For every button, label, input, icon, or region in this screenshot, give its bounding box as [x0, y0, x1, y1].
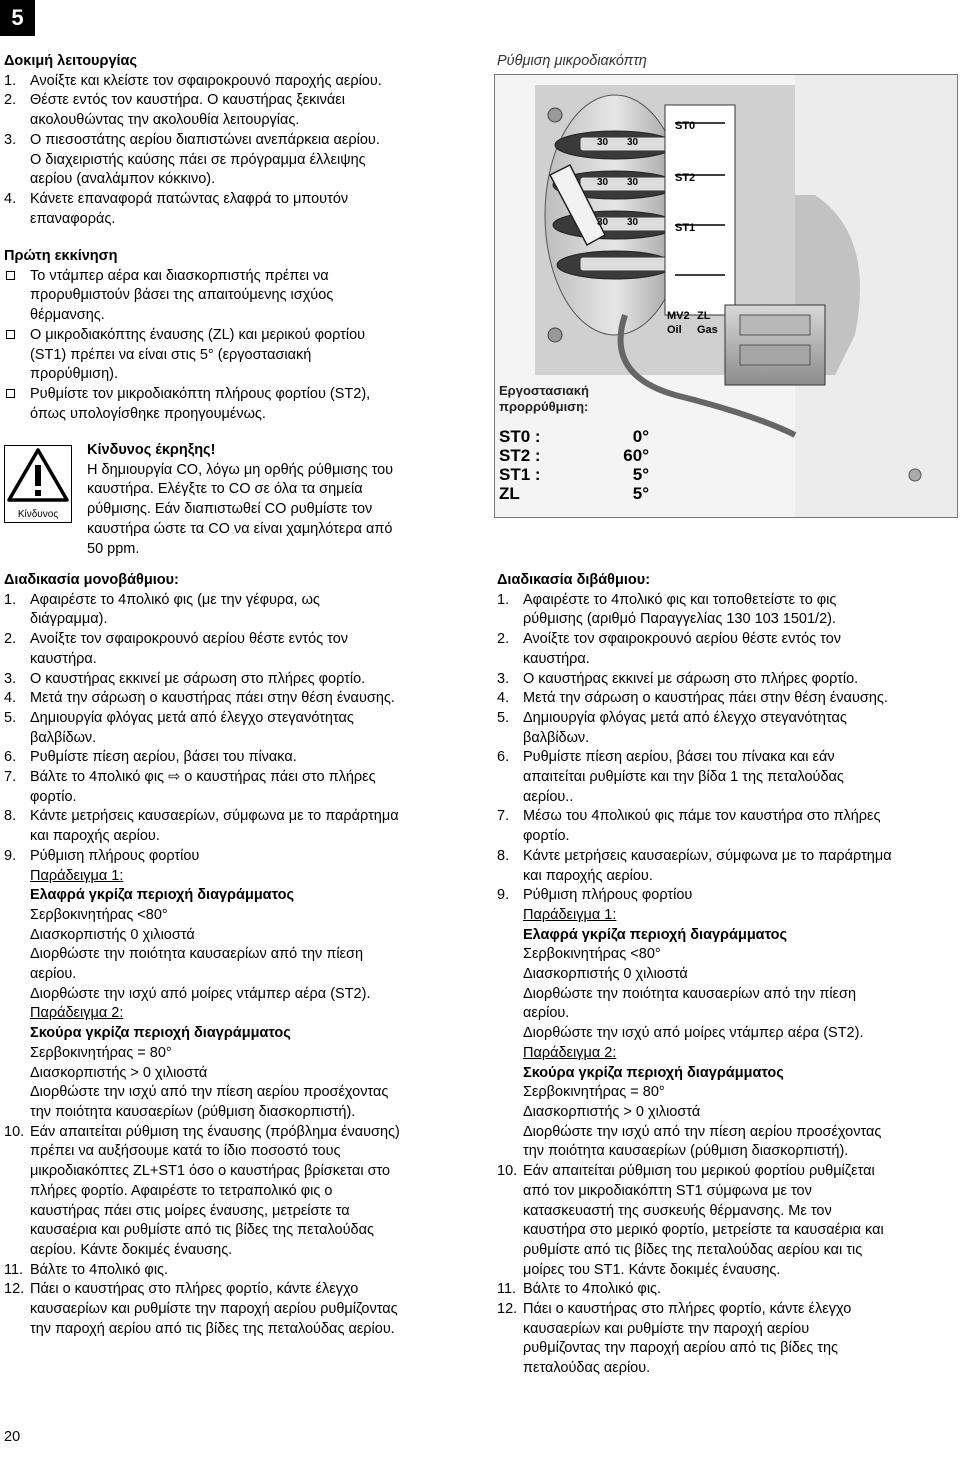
factory-row [499, 427, 649, 446]
switch-label: MV2 [667, 310, 690, 322]
list-item-text: μικροδιακόπτες ZL+ST1 όσο ο καυστήρας βρίσκεται στο [30, 1163, 391, 1180]
list-item-text: μοίρες του ST1. Κάντε δοκιμές έναυσης. [523, 1261, 781, 1278]
list-item-text: Δημιουργία φλόγας μετά από έλεγχο στεγανότητας [523, 709, 847, 726]
list-item-number: 2. [4, 92, 17, 109]
example-title: Σκούρα γκρίζα περιοχή διαγράμματος [523, 1064, 784, 1081]
list-item-line [4, 190, 474, 210]
list-item-line [4, 170, 474, 190]
list-item-number: 2. [497, 631, 510, 648]
list-item-text: βαλβίδων. [30, 729, 97, 746]
list-item-text: και παροχής αερίου. [30, 828, 160, 845]
list-item-number: 9. [4, 847, 17, 864]
first-start-bullet [4, 385, 474, 424]
trial-list [4, 72, 474, 230]
list-item-line [497, 729, 959, 749]
factory-title-2: προρρύθμιση: [499, 399, 589, 414]
list-item-line [497, 1202, 959, 1222]
list-item-number: 1. [497, 591, 510, 608]
list-item-line [4, 91, 474, 111]
warning-text [87, 441, 467, 559]
list-item-line [497, 886, 959, 906]
list-item-line [4, 1241, 474, 1261]
example-title: Ελαφρά γκρίζα περιοχή διαγράμματος [30, 887, 295, 904]
warning-label: Κίνδυνος [17, 509, 59, 520]
checkbox-bullet-icon [6, 271, 15, 280]
bullet-line: Ρυθμίστε τον μικροδιακόπτη πλήρους φορτίου (ST2), [30, 385, 371, 402]
list-item-line [497, 847, 959, 867]
list-item-text: Βάλτε το 4πολικό φις. [30, 1261, 169, 1278]
factory-row-name: ST0 : [499, 427, 541, 446]
list-item-number: 10. [497, 1163, 518, 1180]
factory-rows [499, 427, 649, 503]
list-item-line [4, 72, 474, 92]
list-item-line [497, 610, 959, 630]
checkbox-bullet-icon [6, 330, 15, 339]
example-line: Διορθώστε την ποιότητα καυσαερίων από την πίεση [30, 946, 364, 963]
list-item-number: 1. [4, 72, 17, 89]
list-item-text: φορτίο. [30, 788, 77, 805]
first-start-bullet [4, 267, 474, 326]
list-item-line [497, 1359, 959, 1379]
list-item-text: Ανοίξτε τον σφαιροκρουνό αερίου θέστε εντός τον [30, 631, 349, 648]
list-item-text: καυσαέρια και ρυθμίστε από τις βίδες της πεταλούδας [30, 1222, 374, 1239]
list-item-number: 7. [497, 808, 510, 825]
list-item-text: διάγραμμα). [30, 611, 108, 628]
list-item-text: Ο καυστήρας εκκινεί με σάρωση στο πλήρες φορτίο. [523, 670, 859, 687]
warning-title: Κίνδυνος έκρηξης! [87, 442, 216, 458]
factory-row-value: 0° [632, 427, 649, 446]
list-item-line [4, 748, 474, 768]
photo-caption: Ρύθμιση μικροδιακόπτη [497, 53, 647, 69]
list-item-line [4, 131, 474, 151]
list-item-text: φορτίο. [523, 828, 570, 845]
list-item-line [4, 670, 474, 690]
dial-mark: 30 [597, 217, 609, 228]
example-line: την ποιότητα καυσαερίων (ρύθμιση διασκορπιστή). [30, 1103, 356, 1120]
example-line: Διασκορπιστής 0 χιλιοστά [30, 926, 195, 943]
example-line: την ποιότητα καυσαερίων (ρύθμιση διασκορπιστή). [523, 1143, 849, 1160]
list-item-text: καυστήρα στο μερικό φορτίο, μετρείστε τα καυσαέρια και [523, 1222, 884, 1239]
list-item-line [497, 630, 959, 650]
list-item-line [497, 1182, 959, 1202]
dial-mark: 30 [627, 137, 639, 148]
example-line: αερίου. [523, 1005, 570, 1022]
example-line: Διορθώστε την ισχύ από μοίρες ντάμπερ αέρα (ST2). [30, 985, 371, 1002]
burner-photo [494, 74, 958, 518]
list-item-text: καυστήρα. [523, 650, 590, 667]
bullet-line: προρύθμιση). [30, 366, 119, 383]
list-item-text: καυσαερίων και ρυθμίστε την παροχή αερίου [523, 1320, 810, 1337]
list-item-text: πεταλούδας αερίου. [523, 1360, 651, 1377]
dial-mark: 30 [597, 177, 609, 188]
list-item-number: 7. [4, 769, 17, 786]
factory-settings [499, 383, 649, 513]
list-item-text: Κάντε μετρήσεις καυσαερίων, σύμφωνα με το παράρτημα [523, 847, 892, 864]
example-label: Παράδειγμα 2: [523, 1044, 617, 1061]
list-item-number: 1. [4, 591, 17, 608]
example-block [497, 1044, 959, 1162]
first-start-section [4, 247, 474, 424]
list-item-number: 8. [497, 847, 510, 864]
list-item-text: επαναφοράς. [30, 210, 116, 227]
list-item-text: Ρύθμιση πλήρους φορτίου [30, 847, 200, 864]
list-item-line [4, 689, 474, 709]
list-item-line [4, 847, 474, 867]
list-item-text: Μετά την σάρωση ο καυστήρας πάει στην θέση έναυσης. [523, 690, 888, 707]
list-item-number: 5. [497, 709, 510, 726]
list-item-text: απαιτείται ρυθμίστε και την βίδα 1 της πεταλούδας [523, 769, 844, 786]
list-item-text: Μέσω του 4πολικού φις πάμε τον καυστήρα στο πλήρες [523, 808, 881, 825]
list-item-number: 12. [4, 1281, 25, 1298]
example-block [4, 1004, 474, 1122]
list-item-line [497, 748, 959, 768]
two-stage-section [497, 571, 959, 1379]
factory-row [499, 465, 649, 484]
list-item-line [497, 788, 959, 808]
chapter-tab: 5 [0, 0, 35, 36]
two-stage-heading: Διαδικασία διβάθμιου: [497, 572, 651, 588]
trial-section [4, 52, 474, 229]
trial-heading: Δοκιμή λειτουργίας [4, 53, 138, 69]
example-line: Σερβοκινητήρας = 80° [30, 1044, 172, 1061]
list-item-number: 10. [4, 1123, 25, 1140]
warning-lines [87, 461, 467, 560]
list-item-number: 4. [497, 690, 510, 707]
list-item-text: καυστήρας πάει στις μοίρες έναυσης, μετρείστε τα [30, 1202, 350, 1219]
list-item-text: βαλβίδων. [523, 729, 590, 746]
list-item-number: 6. [497, 749, 510, 766]
list-item-text: την παροχή αερίου από τις βίδες της πεταλούδας αερίου. [30, 1320, 395, 1337]
list-item-number: 9. [497, 887, 510, 904]
list-item-line [4, 1182, 474, 1202]
single-stage-heading: Διαδικασία μονοβάθμιου: [4, 572, 179, 588]
list-item-line [4, 1320, 474, 1340]
list-item-text: καυσαερίων και ρυθμίστε την παροχή αερίου ρυθμίζοντας [30, 1301, 398, 1318]
list-item-text: καυστήρα. [30, 650, 97, 667]
list-item-text: Βάλτε το 4πολικό φις ⇨ ο καυστήρας πάει στο πλήρες [30, 769, 376, 786]
list-item-text: Εάν απαιτείται ρύθμιση της έναυσης (πρόβλημα έναυσης) [30, 1123, 400, 1140]
bullet-line: θέρμανσης. [30, 307, 105, 324]
list-item-line [4, 1202, 474, 1222]
list-item-text: Δημιουργία φλόγας μετά από έλεγχο στεγανότητας [30, 709, 354, 726]
list-item-text: ρυθμίζοντας την παροχή αερίου από τις βίδες της [523, 1340, 839, 1357]
list-item-line [4, 1261, 474, 1281]
list-item-line [497, 768, 959, 788]
two-stage-list [497, 591, 959, 1379]
list-item-line [4, 807, 474, 827]
list-item-line [497, 1241, 959, 1261]
list-item-line [4, 1162, 474, 1182]
list-item-text: Κάντε μετρήσεις καυσαερίων, σύμφωνα με το παράρτημα [30, 808, 399, 825]
example-block [4, 867, 474, 1005]
list-item-text: ρύθμισης (αριθμό Παραγγελίας 130 103 1501/2). [523, 611, 837, 628]
list-item-number: 4. [4, 190, 17, 207]
switch-label: ST1 [675, 222, 696, 234]
list-item-number: 6. [4, 749, 17, 766]
list-item-text: αερίου. Κάντε δοκιμές έναυσης. [30, 1241, 233, 1258]
bullet-line: Ο μικροδιακόπτης έναυσης (ZL) και μερικού φορτίου [30, 326, 366, 343]
list-item-line [4, 827, 474, 847]
single-stage-section [4, 571, 474, 1339]
example-title: Σκούρα γκρίζα περιοχή διαγράμματος [30, 1025, 291, 1042]
bullet-line: (ST1) πρέπει να είναι στις 5° (εργοστασιακή [30, 346, 312, 363]
list-item-text: Κάνετε επαναφορά πατώντας ελαφρά το μπουτόν [30, 190, 349, 207]
first-start-bullet [4, 326, 474, 385]
list-item-line [497, 670, 959, 690]
list-item-text: Μετά την σάρωση ο καυστήρας πάει στην θέση έναυσης. [30, 690, 395, 707]
list-item-line [497, 1339, 959, 1359]
dial-mark: 30 [627, 177, 639, 188]
list-item-line [497, 807, 959, 827]
list-item-text: Βάλτε το 4πολικό φις. [523, 1281, 662, 1298]
example-line: Διασκορπιστής > 0 χιλιοστά [30, 1064, 208, 1081]
switch-label: ST0 [675, 120, 696, 132]
factory-row-name: ST1 : [499, 465, 541, 484]
factory-row [499, 446, 649, 465]
example-label: Παράδειγμα 1: [30, 867, 124, 884]
list-item-text: Ο καυστήρας εκκινεί με σάρωση στο πλήρες φορτίο. [30, 670, 366, 687]
example-line: Διασκορπιστής > 0 χιλιοστά [523, 1103, 701, 1120]
page-number: 20 [4, 1429, 21, 1445]
list-item-text: πλήρες φορτίο. Αφαιρέστε το τετραπολικό φις ο [30, 1182, 333, 1199]
list-item-line [497, 650, 959, 670]
example-label: Παράδειγμα 2: [30, 1005, 124, 1022]
bullet-line: προρυθμιστούν βάσει της απαιτούμενης ισχύος [30, 287, 334, 304]
list-item-line [4, 788, 474, 808]
switch-label: ZL [697, 310, 711, 322]
list-item-number: 3. [4, 131, 17, 148]
list-item-number: 5. [4, 709, 17, 726]
list-item-number: 12. [497, 1301, 518, 1318]
list-item-text: Πάει ο καυστήρας στο πλήρες φορτίο, κάντε έλεγχο [523, 1301, 852, 1318]
list-item-text: Ο πιεσοστάτης αερίου διαπιστώνει ανεπάρκεια αερίου. [30, 131, 380, 148]
list-item-text: Ανοίξτε τον σφαιροκρουνό αερίου θέστε εντός τον [523, 631, 842, 648]
list-item-text: Αφαιρέστε το 4πολικό φις (με την γέφυρα, ως [30, 591, 320, 608]
example-line: Σερβοκινητήρας = 80° [523, 1084, 665, 1101]
list-item-text: Θέστε εντός τον καυστήρα. Ο καυστήρας ξεκινάει [30, 92, 345, 109]
example-line: Σερβοκινητήρας <80° [523, 946, 661, 963]
example-line: Σερβοκινητήρας <80° [30, 906, 168, 923]
bullet-line: όπως υπολογίσθηκε προηγουμένως. [30, 405, 266, 422]
example-line: Διασκορπιστής 0 χιλιοστά [523, 966, 688, 983]
list-item-number: 8. [4, 808, 17, 825]
switch-label: Oil [667, 324, 682, 336]
factory-row-name: ST2 : [499, 446, 541, 465]
list-item-number: 2. [4, 631, 17, 648]
list-item-number: 3. [4, 670, 17, 687]
list-item-line [4, 709, 474, 729]
warning-line: Η δημιουργία CO, λόγω μη ορθής ρύθμισης του [87, 461, 394, 478]
list-item-text: ρυθμίστε από τις βίδες της πεταλούδας αερίου και τις [523, 1241, 863, 1258]
list-item-line [497, 1162, 959, 1182]
example-block [497, 906, 959, 1044]
list-item-line [4, 1142, 474, 1162]
list-item-line [4, 111, 474, 131]
list-item-text: Αφαιρέστε το 4πολικό φις και τοποθετείστε το φις [523, 591, 837, 608]
bullet-line: Το ντάμπερ αέρα και διασκορπιστής πρέπει να [30, 267, 329, 284]
list-item-text: αερίου (αναλάμπον κόκκινο). [30, 171, 216, 188]
list-item-line [4, 1221, 474, 1241]
warning-line: 50 ppm. [87, 540, 140, 557]
warning-line: ρύθμισης. Εάν διαπιστωθεί CO ρυθμίστε τον [87, 501, 373, 518]
dial-mark: 30 [627, 217, 639, 228]
single-stage-list [4, 591, 474, 1340]
example-title: Ελαφρά γκρίζα περιοχή διαγράμματος [523, 926, 788, 943]
list-item-text: κατασκευαστή της συσκευής θέρμανσης. Με τον [523, 1202, 832, 1219]
checkbox-bullet-icon [6, 389, 15, 398]
list-item-line [497, 591, 959, 611]
list-item-text: Ανοίξτε και κλείστε τον σφαιροκρουνό παροχής αερίου. [30, 72, 382, 89]
list-item-line [497, 1221, 959, 1241]
list-item-line [4, 630, 474, 650]
list-item-line [4, 151, 474, 171]
list-item-line [497, 867, 959, 887]
list-item-line [4, 768, 474, 788]
switch-labels [667, 120, 735, 336]
list-item-text: Πάει ο καυστήρας στο πλήρες φορτίο, κάντε έλεγχο [30, 1281, 359, 1298]
warning-line: καυστήρα. Ελέγξτε το CO σε όλα τα σημεία [87, 481, 363, 498]
list-item-number: 4. [4, 690, 17, 707]
factory-row [499, 484, 649, 503]
list-item-text: Εάν απαιτείται ρύθμιση του μερικού φορτίου ρυθμίζεται [523, 1163, 875, 1180]
list-item-line [497, 1300, 959, 1320]
factory-row-value: 60° [623, 446, 649, 465]
list-item-number: 11. [4, 1261, 24, 1278]
switch-label: Gas [697, 324, 718, 336]
list-item-line [497, 709, 959, 729]
list-item-number: 11. [497, 1281, 517, 1298]
list-item-line [4, 610, 474, 630]
dial-mark: 30 [597, 137, 609, 148]
list-item-text: αερίου.. [523, 788, 574, 805]
factory-title-1: Εργοστασιακή [499, 383, 589, 398]
list-item-line [4, 650, 474, 670]
list-item-text: Ρυθμίστε πίεση αερίου, βάσει του πίνακα και εάν [523, 749, 835, 766]
list-item-line [4, 1123, 474, 1143]
factory-row-name: ZL [499, 484, 520, 503]
list-item-text: ακολουθώντας την ακολουθία λειτουργίας. [30, 112, 300, 129]
warning-line: καυστήρα ώστε τα CO να είναι χαμηλότερα από [87, 520, 393, 537]
list-item-line [497, 1320, 959, 1340]
first-start-list [4, 267, 474, 425]
list-item-text: Ο διαχειριστής καύσης πάει σε πρόγραμμα έλλειψης [30, 151, 366, 168]
list-item-line [497, 1280, 959, 1300]
list-item-text: πρέπει να αυξήσουμε κατά το ίδιο ποσοστό τους [30, 1143, 341, 1160]
list-item-number: 3. [497, 670, 510, 687]
example-line: αερίου. [30, 966, 77, 983]
list-item-line [4, 1300, 474, 1320]
factory-row-value: 5° [632, 484, 649, 503]
switch-label: ST2 [675, 172, 696, 184]
example-label: Παράδειγμα 1: [523, 906, 617, 923]
list-item-line [497, 689, 959, 709]
list-item-line [4, 210, 474, 230]
list-item-line [497, 1261, 959, 1281]
list-item-text: Ρύθμιση πλήρους φορτίου [523, 887, 693, 904]
example-line: Διορθώστε την ποιότητα καυσαερίων από την πίεση [523, 985, 857, 1002]
example-line: Διορθώστε την ισχύ από την πίεση αερίου προσέχοντας [523, 1123, 882, 1140]
example-line: Διορθώστε την ισχύ από την πίεση αερίου προσέχοντας [30, 1084, 389, 1101]
list-item-line [4, 1280, 474, 1300]
list-item-text: και παροχής αερίου. [523, 867, 653, 884]
factory-row-value: 5° [632, 465, 649, 484]
example-line: Διορθώστε την ισχύ από μοίρες ντάμπερ αέρα (ST2). [523, 1025, 864, 1042]
first-start-heading: Πρώτη εκκίνηση [4, 248, 118, 264]
warning-pictogram [4, 445, 72, 520]
list-item-text: από τον μικροδιακόπτη ST1 σύμφωνα με τον [523, 1182, 812, 1199]
list-item-line [4, 729, 474, 749]
list-item-line [497, 827, 959, 847]
list-item-line [4, 591, 474, 611]
list-item-text: Ρυθμίστε πίεση αερίου, βάσει του πίνακα. [30, 749, 297, 766]
